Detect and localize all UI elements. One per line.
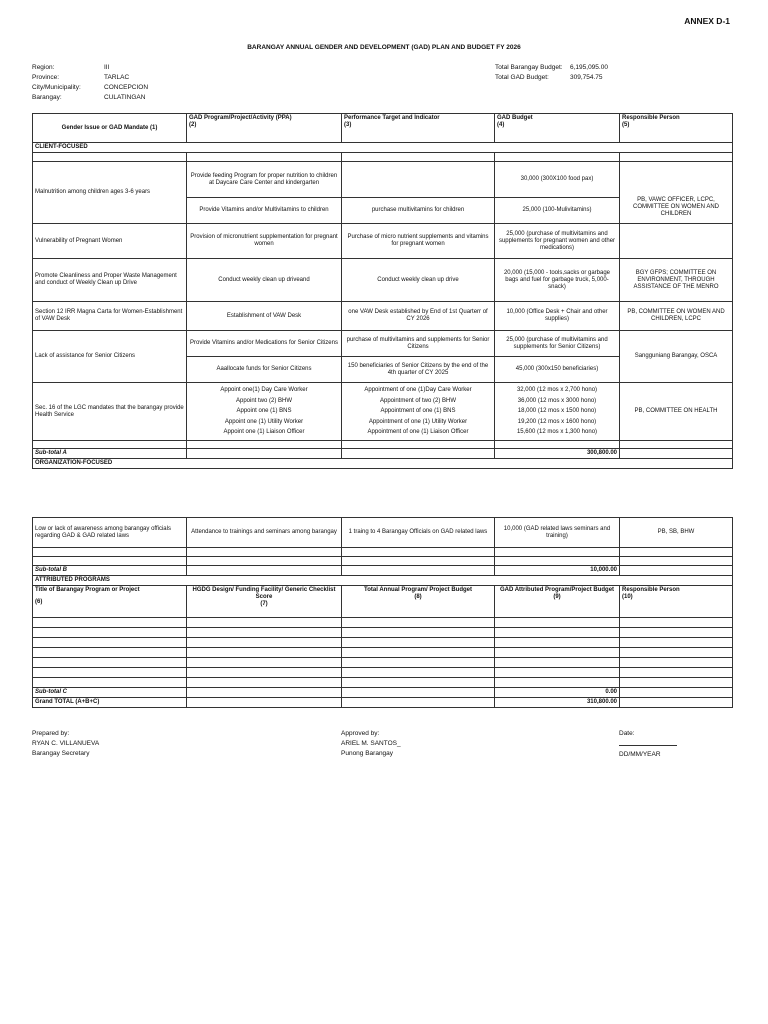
table-cell <box>33 548 187 557</box>
resp-cleanup: BGY GFPS; COMMITTEE ON ENVIRONMENT, THROUGH ASSISTANCE OF THE MENRO <box>620 259 733 302</box>
header-number: (2) <box>189 122 197 128</box>
table-cell <box>495 678 620 688</box>
table-cell <box>342 449 495 459</box>
resp-senior: Sangguniang Barangay, OSCA <box>620 331 733 383</box>
table-row <box>33 518 733 548</box>
info-province <box>32 73 148 83</box>
table-row <box>33 638 733 648</box>
issue-vaw: Section 12 IRR Magna Carta for Women-Establishment of VAW Desk <box>33 302 187 331</box>
header-text: Responsible Person <box>622 115 680 121</box>
table-cell <box>187 548 342 557</box>
info-key: Region: <box>32 64 55 71</box>
header-number: (9) <box>553 594 561 600</box>
table-cell <box>342 618 495 628</box>
table-row <box>33 668 733 678</box>
header-hgdg <box>187 586 342 618</box>
table-cell <box>342 153 495 162</box>
table-cell <box>620 628 733 638</box>
header-number: (3) <box>344 122 352 128</box>
table-cell <box>342 548 495 557</box>
budget-senior-funds: 45,000 (300x150 beneficiaries) <box>495 357 620 383</box>
ppa-pregnant: Provision of micronutrient supplementation for pregnant women <box>187 224 342 259</box>
table-cell <box>342 698 495 708</box>
info-key: Province: <box>32 74 60 81</box>
table-cell <box>187 698 342 708</box>
approved-name: ARIEL M. SANTOS_ <box>341 740 401 747</box>
table-cell <box>187 628 342 638</box>
resp-training: PB, SB, BHW <box>620 518 733 548</box>
ppa-health-item: Appoint one (1) Liaison Officer <box>223 429 305 436</box>
info-value: CONCEPCION <box>104 84 149 91</box>
table-row <box>33 618 733 628</box>
issue-senior: Lack of assistance for Senior Citizens <box>33 331 187 383</box>
info-value: TARLAC <box>104 74 130 81</box>
table-row <box>33 658 733 668</box>
info-key: Barangay: <box>32 94 62 101</box>
grand-total-label: Grand TOTAL (A+B+C) <box>33 698 187 708</box>
subtotal-c-label: Sub-total C <box>33 688 187 698</box>
header-budget <box>495 114 620 143</box>
table-cell <box>495 153 620 162</box>
target-senior-vitamins: purchase of multivitamins and supplements for Senior Citizens <box>342 331 495 357</box>
table-row <box>33 648 733 658</box>
info-value: CULATINGAN <box>104 94 146 101</box>
target-health-item: Appointment of one (1) BNS <box>380 408 456 415</box>
ppa-training: Attendance to trainings and seminars among barangay <box>187 518 342 548</box>
header-gender-issue: Gender Issue or GAD Mandate (1) <box>33 114 187 143</box>
header-total-budget <box>342 586 495 618</box>
table-cell <box>33 557 187 566</box>
table-cell <box>33 678 187 688</box>
ppa-vitamins: Provide Vitamins and/or Multivitamins to children <box>187 198 342 224</box>
table-cell <box>620 678 733 688</box>
budget-pregnant: 25,000 (purchase of multivitamins and supplements for pregnant women and other medications) <box>495 224 620 259</box>
table-cell <box>342 566 495 576</box>
header-responsible <box>620 114 733 143</box>
table-cell <box>342 678 495 688</box>
table-cell <box>620 638 733 648</box>
subtotal-a-label: Sub-total A <box>33 449 187 459</box>
section-row <box>33 459 733 469</box>
ppa-feeding: Provide feeding Program for proper nutrition to children at Daycare Care Center and kindergarten <box>187 162 342 198</box>
table-cell <box>187 441 342 449</box>
date-format: DD/MM/YEAR <box>619 751 661 758</box>
ppa-senior-funds: Aaallocate funds for Senior Citizens <box>187 357 342 383</box>
header-text: Total Annual Program/ Project Budget <box>363 587 472 593</box>
table-cell <box>495 548 620 557</box>
ppa-health-item: Appoint one (1) BNS <box>236 408 292 415</box>
target-health-item: Appointment of one (1)Day Care Worker <box>364 387 472 394</box>
header-number: (6) <box>35 599 43 605</box>
table-cell <box>495 668 620 678</box>
issue-health: Sec. 16 of the LGC mandates that the barangay provide Health Service <box>33 383 187 441</box>
budget-health-item: 18,000 (12 mos x 1500 hono) <box>517 408 597 415</box>
table-cell <box>620 668 733 678</box>
prepared-name: RYAN C. VILLANUEVA <box>32 740 100 747</box>
table-cell <box>495 441 620 449</box>
table-cell <box>33 618 187 628</box>
table-cell <box>33 668 187 678</box>
info-total-gad-budget <box>495 73 608 83</box>
annex-label: ANNEX D-1 <box>684 16 730 26</box>
target-senior-funds: 150 beneficiaries of Senior Citizens by the end of the 4th quarter of CY 2025 <box>342 357 495 383</box>
table-cell <box>342 688 495 698</box>
section-organization-focused: ORGANIZATION-FOCUSED <box>33 459 733 469</box>
ppa-health-item: Appoint two (2) BHW <box>235 397 293 404</box>
date-block <box>619 729 677 760</box>
header-text: GAD Attributed Program/Project Budget <box>499 587 615 593</box>
target-health-item: Appointment of two (2) BHW <box>379 397 457 404</box>
gad-plan-table <box>32 113 733 469</box>
organization-table <box>32 517 733 708</box>
target-pregnant: Purchase of micro nutrient supplements and vitamins for pregnant women <box>342 224 495 259</box>
subtotal-c-value: 0.00 <box>495 688 620 698</box>
table-cell <box>187 668 342 678</box>
budget-info <box>495 63 608 83</box>
header-target <box>342 114 495 143</box>
header-text: Performance Target and Indicator <box>344 115 440 121</box>
table-cell <box>620 648 733 658</box>
table-cell <box>342 668 495 678</box>
budget-health-item: 19,200 (12 mos x 1600 hono) <box>517 418 597 425</box>
ppa-health <box>187 383 342 441</box>
prepared-by-block <box>32 729 99 759</box>
table-cell <box>33 441 187 449</box>
document-title: BARANGAY ANNUAL GENDER AND DEVELOPMENT (GAD) PLAN AND BUDGET FY 2026 <box>247 44 521 51</box>
table-cell <box>187 557 342 566</box>
resp-children: PB, VAWC OFFICER, LCPC, COMMITTEE ON WOMEN AND CHILDREN <box>620 162 733 224</box>
issue-malnutrition: Malnutrition among children ages 3-6 years <box>33 162 187 224</box>
ppa-vaw: Establishment of VAW Desk <box>187 302 342 331</box>
table-cell <box>620 153 733 162</box>
table-cell <box>342 638 495 648</box>
approved-label: Approved by: <box>341 730 380 737</box>
header-text: Responsible Person <box>622 587 680 593</box>
table-row <box>33 259 733 302</box>
ppa-health-item: Appoint one(1) Day Care Worker <box>220 387 308 394</box>
info-total-barangay-budget <box>495 63 608 73</box>
table-cell <box>342 658 495 668</box>
subtotal-b-row <box>33 566 733 576</box>
table-cell <box>342 441 495 449</box>
table-cell <box>495 638 620 648</box>
table-row <box>33 628 733 638</box>
budget-vaw: 10,000 (Office Desk + Chair and other supplies) <box>495 302 620 331</box>
table-cell <box>187 658 342 668</box>
table-cell <box>187 618 342 628</box>
table-cell <box>33 658 187 668</box>
issue-awareness: Low or lack of awareness among barangay officials regarding GAD & GAD related laws <box>33 518 187 548</box>
table-cell <box>495 658 620 668</box>
info-value: III <box>104 64 110 71</box>
table-cell <box>342 162 495 198</box>
resp-health: PB, COMMITTEE ON HEALTH <box>620 383 733 441</box>
table-cell <box>187 688 342 698</box>
section-attributed: ATTRIBUTED PROGRAMS <box>33 576 733 586</box>
table-row <box>33 153 733 162</box>
table-row <box>33 224 733 259</box>
info-key: Total GAD Budget: <box>495 74 549 81</box>
target-vaw: one VAW Desk established by End of 1st Quarterr of CY 2026 <box>342 302 495 331</box>
section-row <box>33 576 733 586</box>
table-cell <box>495 648 620 658</box>
header-text: GAD Program/Project/Activity (PPA) <box>189 115 292 121</box>
grand-total-row <box>33 698 733 708</box>
table-row <box>33 383 733 441</box>
prepared-label: Prepared by: <box>32 730 70 737</box>
approved-title: Punong Barangay <box>341 750 394 757</box>
ppa-cleanup: Conduct weekly clean up driveand <box>187 259 342 302</box>
approved-by-block <box>341 729 401 759</box>
info-city <box>32 83 148 93</box>
date-signature-line <box>619 739 677 746</box>
target-cleanup: Conduct weekly clean up drive <box>342 259 495 302</box>
subtotal-c-row <box>33 688 733 698</box>
subtotal-a-row <box>33 449 733 459</box>
grand-total-value: 310,800.00 <box>495 698 620 708</box>
header-number: (10) <box>622 594 633 600</box>
info-key: Total Barangay Budget: <box>495 64 563 71</box>
header-number: (5) <box>622 122 630 128</box>
issue-cleanliness: Promote Cleanliness and Proper Waste Management and conduct of Weekly Clean up Drive <box>33 259 187 302</box>
table-cell <box>33 638 187 648</box>
target-health-item: Appointment of one (1) Liaison Officer <box>367 429 469 436</box>
table-cell <box>620 224 733 259</box>
table-cell <box>187 648 342 658</box>
location-info <box>32 63 148 103</box>
budget-feeding: 30,000 (300X100 food pax) <box>495 162 620 198</box>
subtotal-b-value: 10,000.00 <box>495 566 620 576</box>
header-number: (8) <box>414 594 422 600</box>
table-row <box>33 557 733 566</box>
table-cell <box>495 618 620 628</box>
table-cell <box>33 628 187 638</box>
table-cell <box>187 449 342 459</box>
table-row <box>33 331 733 357</box>
target-training: 1 traing to 4 Barangay Officials on GAD related laws <box>342 518 495 548</box>
table-header-row <box>33 114 733 143</box>
header-program-title <box>33 586 187 618</box>
table-cell <box>342 628 495 638</box>
target-health <box>342 383 495 441</box>
subtotal-b-label: Sub-total B <box>33 566 187 576</box>
table-cell <box>187 566 342 576</box>
table-cell <box>620 698 733 708</box>
table-cell <box>187 153 342 162</box>
table-cell <box>620 548 733 557</box>
header-responsible-person <box>620 586 733 618</box>
subtotal-a-value: 300,800.00 <box>495 449 620 459</box>
budget-health-item: 15,600 (12 mos x 1,300 hono) <box>516 429 598 436</box>
table-cell <box>33 648 187 658</box>
attributed-header-row <box>33 586 733 618</box>
header-text: GAD Budget <box>497 115 533 121</box>
budget-vitamins: 25,000 (100-Mulivitamins) <box>495 198 620 224</box>
info-key: City/Municipality: <box>32 84 81 91</box>
table-cell <box>620 441 733 449</box>
issue-pregnant: Vulnerability of Pregnant Women <box>33 224 187 259</box>
ppa-health-item: Appoint one (1) Utility Worker <box>224 418 304 425</box>
budget-health-item: 32,000 (12 mos x 2,700 hono) <box>516 387 598 394</box>
info-value: 309,754.75 <box>570 74 603 81</box>
table-cell <box>342 648 495 658</box>
prepared-title: Barangay Secretary <box>32 750 90 757</box>
info-barangay <box>32 93 148 103</box>
header-number: (4) <box>497 122 505 128</box>
table-row <box>33 678 733 688</box>
target-health-item: Appointment of one (1) Utility Worker <box>368 418 468 425</box>
budget-cleanup: 20,000 (15,000 - tools,sacks or garbage bags and fuel for garbage truck, 5,000-snack) <box>495 259 620 302</box>
table-cell <box>187 638 342 648</box>
table-row <box>33 162 733 198</box>
table-cell <box>620 557 733 566</box>
header-number: (7) <box>260 601 268 607</box>
table-cell <box>620 688 733 698</box>
table-cell <box>33 153 187 162</box>
header-ppa <box>187 114 342 143</box>
info-value: 6,195,095.00 <box>570 64 608 71</box>
section-row <box>33 143 733 153</box>
table-cell <box>620 566 733 576</box>
ppa-senior-vitamins: Provide Vitamins and/or Medications for Senior Citizens <box>187 331 342 357</box>
section-client-focused: CLIENT-FOCUSED <box>33 143 733 153</box>
budget-health <box>495 383 620 441</box>
table-cell <box>495 628 620 638</box>
budget-senior-vitamins: 25,000 (purchase of multivitamins and supplements for Senior Citizens) <box>495 331 620 357</box>
header-text: HGDG Design/ Funding Facility/ Generic Checklist Score <box>192 587 336 600</box>
table-row <box>33 302 733 331</box>
table-row <box>33 548 733 557</box>
target-vitamins: purchase multivitamins for children <box>342 198 495 224</box>
date-label: Date: <box>619 730 635 737</box>
table-cell <box>620 449 733 459</box>
table-cell <box>620 618 733 628</box>
table-cell <box>620 658 733 668</box>
budget-training: 10,000 (GAD related laws seminars and training) <box>495 518 620 548</box>
table-cell <box>342 557 495 566</box>
resp-vaw: PB, COMMITTEE ON WOMEN AND CHILDREN, LCPC <box>620 302 733 331</box>
table-cell <box>495 557 620 566</box>
table-cell <box>187 678 342 688</box>
info-region <box>32 63 148 73</box>
header-attributed-budget <box>495 586 620 618</box>
budget-health-item: 36,000 (12 mos x 3000 hono) <box>517 397 597 404</box>
header-text: Title of Barangay Program or Project <box>35 587 140 593</box>
table-row <box>33 441 733 449</box>
